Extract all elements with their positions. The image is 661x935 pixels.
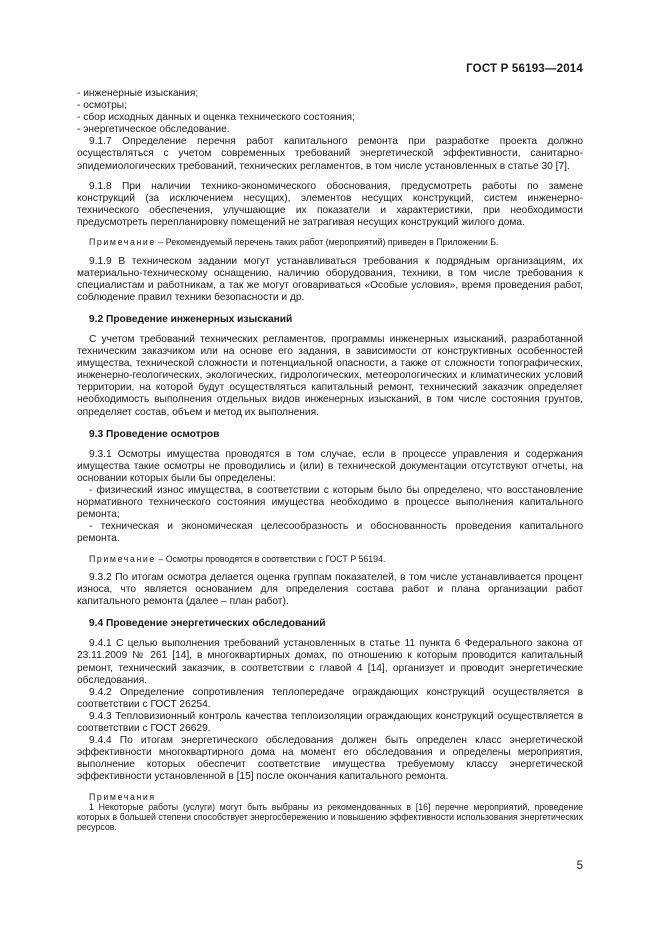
paragraph-9-4-4: 9.4.4 По итогам энергетического обследования должен быть определен класс энергетической эффективности многоквартирного дома на момент его обследования и определены мероприятия, выполнение которых обеспечит соответствие имущества требуемому классу энергетической эффективности установленной в [15] после окончания капитального ремонта. (77, 735, 583, 783)
list-item: - сбор исходных данных и оценка технического состояния; (77, 112, 355, 124)
document-body (77, 88, 583, 832)
page-number: 5 (576, 860, 583, 872)
note-text: – Рекомендуемый перечень таких работ (мероприятий) приведен в Приложении Б. (158, 237, 499, 248)
paragraph-9-1-7: 9.1.7 Определение перечня работ капитального ремонта при разработке проекта должно осуществляться с учетом современных требований энергетической эффективности, санитарно-эпидемиологических требований, технических регламентов, в том числе установленных в статье 30 [7]. (77, 136, 583, 172)
section-heading-9-2: 9.2 Проведение инженерных изысканий (89, 313, 293, 325)
paragraph-9-4-1: 9.4.1 С целью выполнения требований установленных в статье 11 пункта 6 Федерального закона от 23.11.2009 № 261 [14], в многоквартирных домах, по отношению к которым проводится капитальный ремонт, технический заказчик, в соответствии с главой 4 [14], организует и проводит энергетические обследования. (77, 638, 583, 686)
paragraph-9-3-1-b: - техническая и экономическая целесообразность и обоснованность проведения капитального ремонта. (77, 521, 583, 545)
note-label: Примечание (89, 237, 156, 248)
paragraph-9-4-3: 9.4.3 Тепловизионный контроль качества теплоизоляции ограждающих конструкций осуществляется в соответствии с ГОСТ 26629. (77, 710, 583, 735)
paragraph-9-3-1: 9.3.1 Осмотры имущества проводятся в том случае, если в процессе управления и содержания имущества такие осмотры не проводились и (или) в технической документации отсутствуют отчеты, на основании которых были бы определены: (77, 448, 583, 484)
document-header: ГОСТ Р 56193—2014 (466, 63, 583, 75)
note-label: Примечание (89, 553, 156, 564)
paragraph-9-2: С учетом требований технических регламентов, программы инженерных изысканий, разработанной техническим заказчиком или на основе его задания, в зависимости от конструктивных особенностей имущества, технической сложности и потенциальной опасности, а также от сложности топографических, инженерно-геологических, экологических, гидрологических, метеорологических и климатических условий территории, на которой будут осуществляться капитальный ремонт, технический заказчик определяет необходимость выполнения отдельных видов инженерных изысканий, в том числе состояния грунтов, определяет состав, объем и метод их выполнения. (77, 334, 583, 418)
list-item: - энергетическое обследование. (77, 124, 230, 136)
note-1 (77, 237, 583, 248)
paragraph-9-3-1-a: - физический износ имущества, в соответствии с которым было бы определено, что восстановление нормативного технического состояния имущества необходимо в процессе выполнения капитального ремонта; (77, 485, 583, 521)
note-2 (77, 554, 583, 565)
list-item: - осмотры; (77, 100, 127, 112)
notes-title: Примечания (89, 791, 156, 802)
list-item: - инженерные изыскания; (77, 88, 199, 99)
note-3: 1 Некоторые работы (услуги) могут быть выбраны из рекомендованных в [16] перечне мероприятий, проведение которых в большей степени способствует энергосбережению и повышению эффективности использования энергетических ресурсов. (77, 801, 583, 833)
paragraph-9-4-2: 9.4.2 Определение сопротивления теплопередаче ограждающих конструкций осуществляется в соответствии с ГОСТ 26254. (77, 686, 583, 710)
paragraph-9-1-8: 9.1.8 При наличии технико-экономического обоснования, предусмотреть работы по замене конструкций (за исключением несущих), элементов несущих конструкций, систем инженерно-технического обеспечения, улучшающие их показатели и характеристики, при необходимости предусмотреть перепланировку помещений не затрагивая несущих конструкций жилого дома. (77, 180, 583, 228)
note-text: – Осмотры проводятся в соответствии с ГОСТ Р 56194. (158, 553, 386, 564)
section-heading-9-3: 9.3 Проведение осмотров (89, 428, 220, 440)
paragraph-9-1-9: 9.1.9 В техническом задании могут устанавливаться требования к подрядным организациям, их материально-техническому оснащению, наличию оборудования, техники, в том числе требования к специалистам и работникам, а так же могут оговариваться «Особые условия», время проведения работ, соблюдение правил техники безопасности и др. (77, 255, 583, 303)
section-heading-9-4: 9.4 Проведение энергетических обследований (89, 618, 326, 630)
paragraph-9-3-2: 9.3.2 По итогам осмотра делается оценка группам показателей, в том числе устанавливается процент износа, что является основанием для определения состава работ и плана организации работ капитального ремонта (далее – план работ). (77, 572, 583, 608)
